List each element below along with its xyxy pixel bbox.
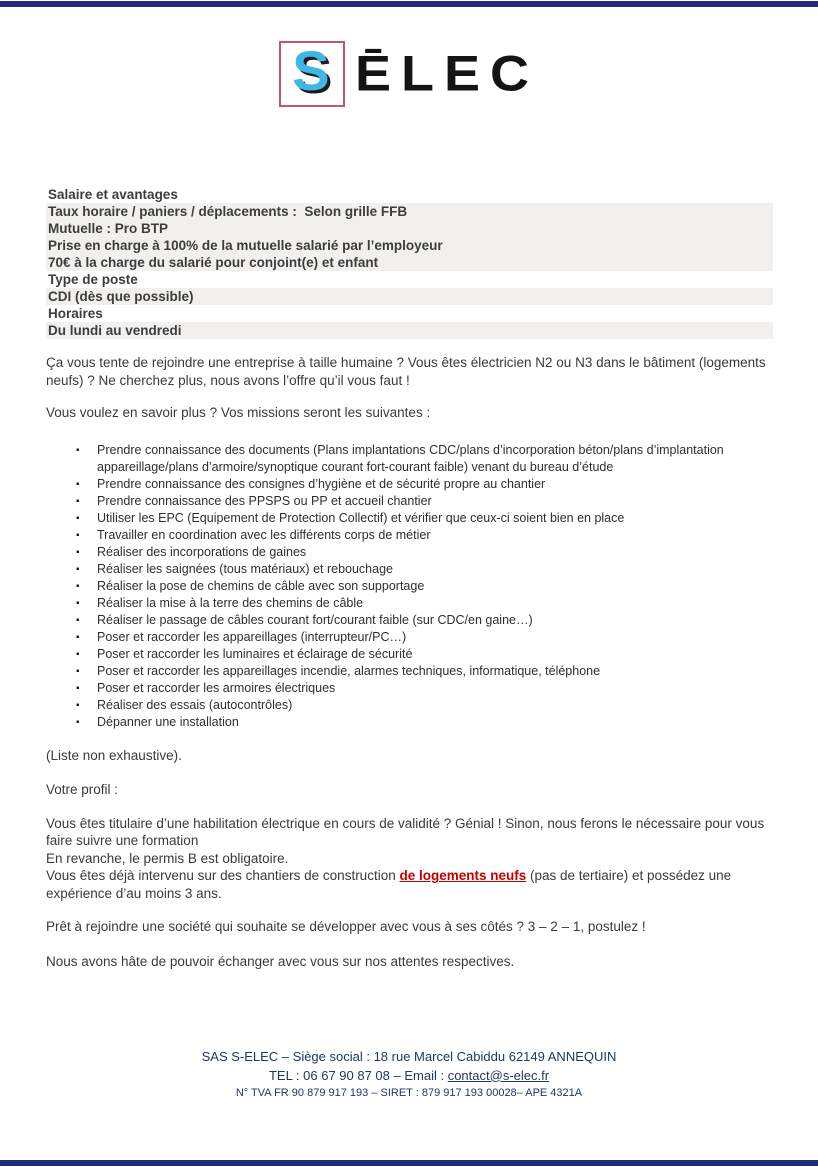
bullet-square-icon: ▪ (76, 699, 80, 711)
mission-text: Prendre connaissance des documents (Plans implantations CDC/plans d’incorporation béton/plans d’implantation appareillage/plans d’armoire/synoptique courant fort-courant faible) venant du bureau d’étude (97, 442, 724, 474)
info-heading-type-de-poste: Type de poste (48, 272, 138, 287)
closing-paragraph: Nous avons hâte de pouvoir échanger avec vous sur nos attentes respectives. (46, 953, 515, 969)
profile-paragraph (46, 815, 773, 903)
bullet-square-icon: ▪ (76, 614, 80, 626)
bullet-square-icon: ▪ (76, 682, 80, 694)
list-note: (Liste non exhaustive). (46, 747, 182, 763)
info-heading-salaire: Salaire et avantages (48, 187, 178, 202)
list-item (76, 578, 773, 595)
list-item (76, 595, 773, 612)
list-item (76, 442, 773, 476)
info-row-70e: 70€ à la charge du salarié pour conjoint(e) et enfant (46, 254, 773, 271)
mission-text: Poser et raccorder les luminaires et éclairage de sécurité (97, 646, 413, 661)
missions-intro: Vous voulez en savoir plus ? Vos missions seront les suivantes : (46, 405, 431, 420)
list-item (76, 493, 773, 510)
company-logo (0, 34, 818, 114)
info-row-taux-horaire: Taux horaire / paniers / déplacements : Selon grille FFB (46, 203, 773, 220)
list-item (76, 561, 773, 578)
profile-heading: Votre profil : (46, 782, 119, 797)
mission-text: Prendre connaissance des PPSPS ou PP et accueil chantier (97, 493, 432, 508)
logo-s-box (279, 41, 345, 107)
mission-text: Poser et raccorder les appareillages incendie, alarmes techniques, informatique, téléphone (97, 663, 601, 678)
mission-text: Dépanner une installation (97, 714, 239, 729)
bullet-square-icon: ▪ (76, 597, 80, 609)
list-item (76, 544, 773, 561)
logo-s-letter: S (292, 39, 330, 102)
bullet-square-icon: ▪ (76, 546, 80, 558)
footer-legal: N° TVA FR 90 879 917 193 – SIRET : 879 917 193 00028– APE 4321A (235, 1087, 583, 1099)
bullet-square-icon: ▪ (76, 478, 80, 490)
list-item (76, 714, 773, 731)
profile-experience-before: Vous êtes déjà intervenu sur des chantiers de construction (46, 868, 400, 883)
info-row-mutuelle: Mutuelle : Pro BTP (46, 220, 773, 237)
bullet-square-icon: ▪ (76, 563, 80, 575)
info-heading-horaires: Horaires (48, 306, 103, 321)
bullet-square-icon: ▪ (76, 529, 80, 541)
company-footer (0, 1048, 818, 1102)
intro-paragraph: Ça vous tente de rejoindre une entreprise à taille humaine ? Vous êtes électricien N2 ou N3 dans le bâtiment (logements neufs) ? Ne cherchez plus, nous avons l’offre qu’il vous faut ! (46, 355, 766, 388)
bullet-square-icon: ▪ (76, 716, 80, 728)
logements-neufs-link[interactable]: de logements neufs (399, 868, 527, 883)
missions-list (46, 442, 773, 731)
mission-text: Travailler en coordination avec les différents corps de métier (97, 527, 431, 542)
mission-text: Réaliser la pose de chemins de câble avec son supportage (97, 578, 425, 593)
mission-text: Réaliser les saignées (tous matériaux) et rebouchage (97, 561, 393, 576)
info-row-prise-en-charge: Prise en charge à 100% de la mutuelle salarié par l’employeur (46, 237, 773, 254)
mission-text: Réaliser la mise à la terre des chemins de câble (97, 595, 364, 610)
profile-permis: En revanche, le permis B est obligatoire. (46, 850, 289, 866)
bullet-square-icon: ▪ (76, 631, 80, 643)
list-item (76, 510, 773, 527)
logo-company-name: ĒLEC (354, 46, 540, 102)
list-item (76, 476, 773, 493)
footer-tel: TEL : 06 67 90 87 08 – Email : (268, 1067, 448, 1083)
footer-address: SAS S-ELEC – Siège social : 18 rue Marcel Cabiddu 62149 ANNEQUIN (201, 1049, 617, 1064)
job-info-section (46, 186, 773, 339)
bullet-square-icon: ▪ (76, 512, 80, 524)
footer-contact (0, 1067, 818, 1086)
cta-paragraph: Prêt à rejoindre une société qui souhaite se développer avec vous à ses côtés ? 3 – 2 – 1, postulez ! (46, 919, 646, 934)
profile-habilitation: Vous êtes titulaire d’une habilitation électrique en cours de validité ? Génial ! Sinon, nous ferons le nécessaire pour vous faire suivre une formation (46, 815, 765, 848)
bullet-square-icon: ▪ (76, 648, 80, 660)
list-item (76, 697, 773, 714)
list-item (76, 680, 773, 697)
mission-text: Utiliser les EPC (Equipement de Protection Collectif) et vérifier que ceux-ci soient bien en place (97, 510, 625, 525)
mission-text: Réaliser des incorporations de gaines (97, 544, 307, 559)
info-row-cdi: CDI (dès que possible) (46, 288, 773, 305)
top-border-band (0, 1, 818, 7)
bottom-border-band (0, 1160, 818, 1166)
document-body (0, 186, 818, 970)
info-row-lundi-vendredi: Du lundi au vendredi (46, 322, 773, 339)
bullet-square-icon: ▪ (76, 580, 80, 592)
email-link[interactable]: contact@s-elec.fr (447, 1067, 550, 1083)
list-item (76, 612, 773, 629)
list-item (76, 663, 773, 680)
list-item (76, 646, 773, 663)
bullet-square-icon: ▪ (76, 444, 80, 456)
mission-text: Réaliser des essais (autocontrôles) (97, 697, 293, 712)
mission-text: Prendre connaissance des consignes d’hygiène et de sécurité propre au chantier (97, 476, 546, 491)
list-item (76, 629, 773, 646)
mission-text: Réaliser le passage de câbles courant fort/courant faible (sur CDC/en gaine…) (97, 612, 533, 627)
list-item (76, 527, 773, 544)
bullet-square-icon: ▪ (76, 665, 80, 677)
profile-experience-after: (pas de tertiaire) et possédez une expérience d’au moins 3 ans. (46, 868, 732, 901)
mission-text: Poser et raccorder les armoires électriques (97, 680, 336, 695)
bullet-square-icon: ▪ (76, 495, 80, 507)
mission-text: Poser et raccorder les appareillages (interrupteur/PC…) (97, 629, 407, 644)
